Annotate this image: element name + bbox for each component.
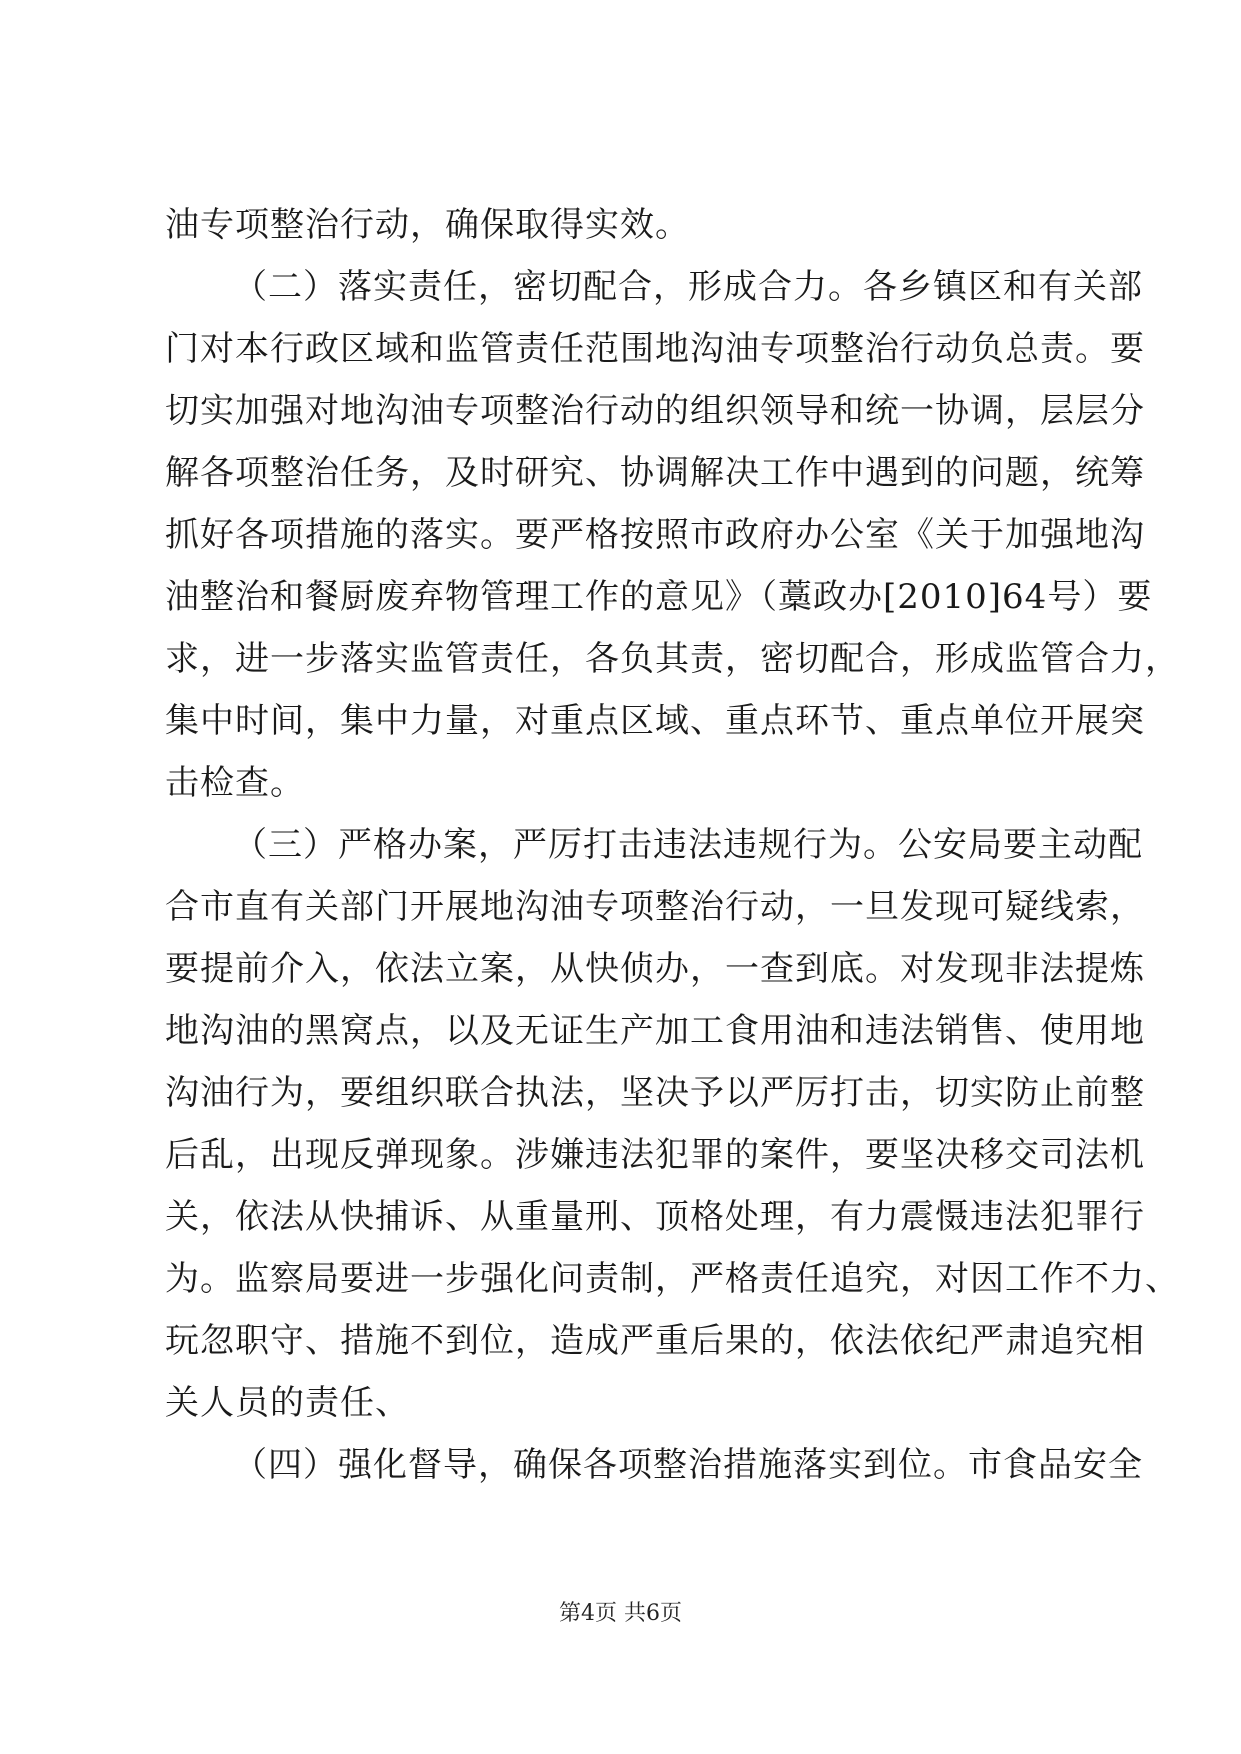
text-line: 门对本行政区域和监管责任范围地沟油专项整治行动负总责。要 <box>165 329 1145 369</box>
text-line: 玩忽职守、措施不到位，造成严重后果的，依法依纪严肃追究相 <box>165 1321 1145 1361</box>
text-line: 沟油行为，要组织联合执法，坚决予以严厉打击，切实防止前整 <box>165 1073 1145 1113</box>
text-line: 后乱，出现反弹现象。涉嫌违法犯罪的案件，要坚决移交司法机 <box>165 1135 1145 1175</box>
text-line: 为。监察局要进一步强化问责制，严格责任追究，对因工作不力、 <box>165 1259 1180 1299</box>
text-line: 油整治和餐厨废弃物管理工作的意见》（藁政办[2010]64号）要 <box>165 577 1153 617</box>
text-line: 关人员的责任、 <box>165 1383 410 1423</box>
text-line: 切实加强对地沟油专项整治行动的组织领导和统一协调，层层分 <box>165 391 1145 431</box>
section-4-heading-line: （四）强化督导，确保各项整治措施落实到位。市食品安全 <box>233 1445 1143 1485</box>
text-line: 抓好各项措施的落实。要严格按照市政府办公室《关于加强地沟 <box>165 515 1145 555</box>
page-number-footer: 第4页 共6页 <box>559 1601 682 1626</box>
text-line: 合市直有关部门开展地沟油专项整治行动，一旦发现可疑线索， <box>165 887 1145 927</box>
text-line: 关，依法从快捕诉、从重量刑、顶格处理，有力震慑违法犯罪行 <box>165 1197 1145 1237</box>
section-2-heading-line: （二）落实责任，密切配合，形成合力。各乡镇区和有关部 <box>233 267 1143 307</box>
section-3-heading-line: （三）严格办案，严厉打击违法违规行为。公安局要主动配 <box>233 825 1143 865</box>
text-line: 地沟油的黑窝点，以及无证生产加工食用油和违法销售、使用地 <box>165 1011 1145 1051</box>
text-line: 油专项整治行动，确保取得实效。 <box>165 205 690 245</box>
text-line: 解各项整治任务，及时研究、协调解决工作中遇到的问题，统筹 <box>165 453 1145 493</box>
text-line: 集中时间，集中力量，对重点区域、重点环节、重点单位开展突 <box>165 701 1145 741</box>
text-line: 击检查。 <box>165 763 305 803</box>
text-line: 要提前介入，依法立案，从快侦办，一查到底。对发现非法提炼 <box>165 949 1145 989</box>
text-line: 求，进一步落实监管责任，各负其责，密切配合，形成监管合力， <box>165 639 1180 679</box>
